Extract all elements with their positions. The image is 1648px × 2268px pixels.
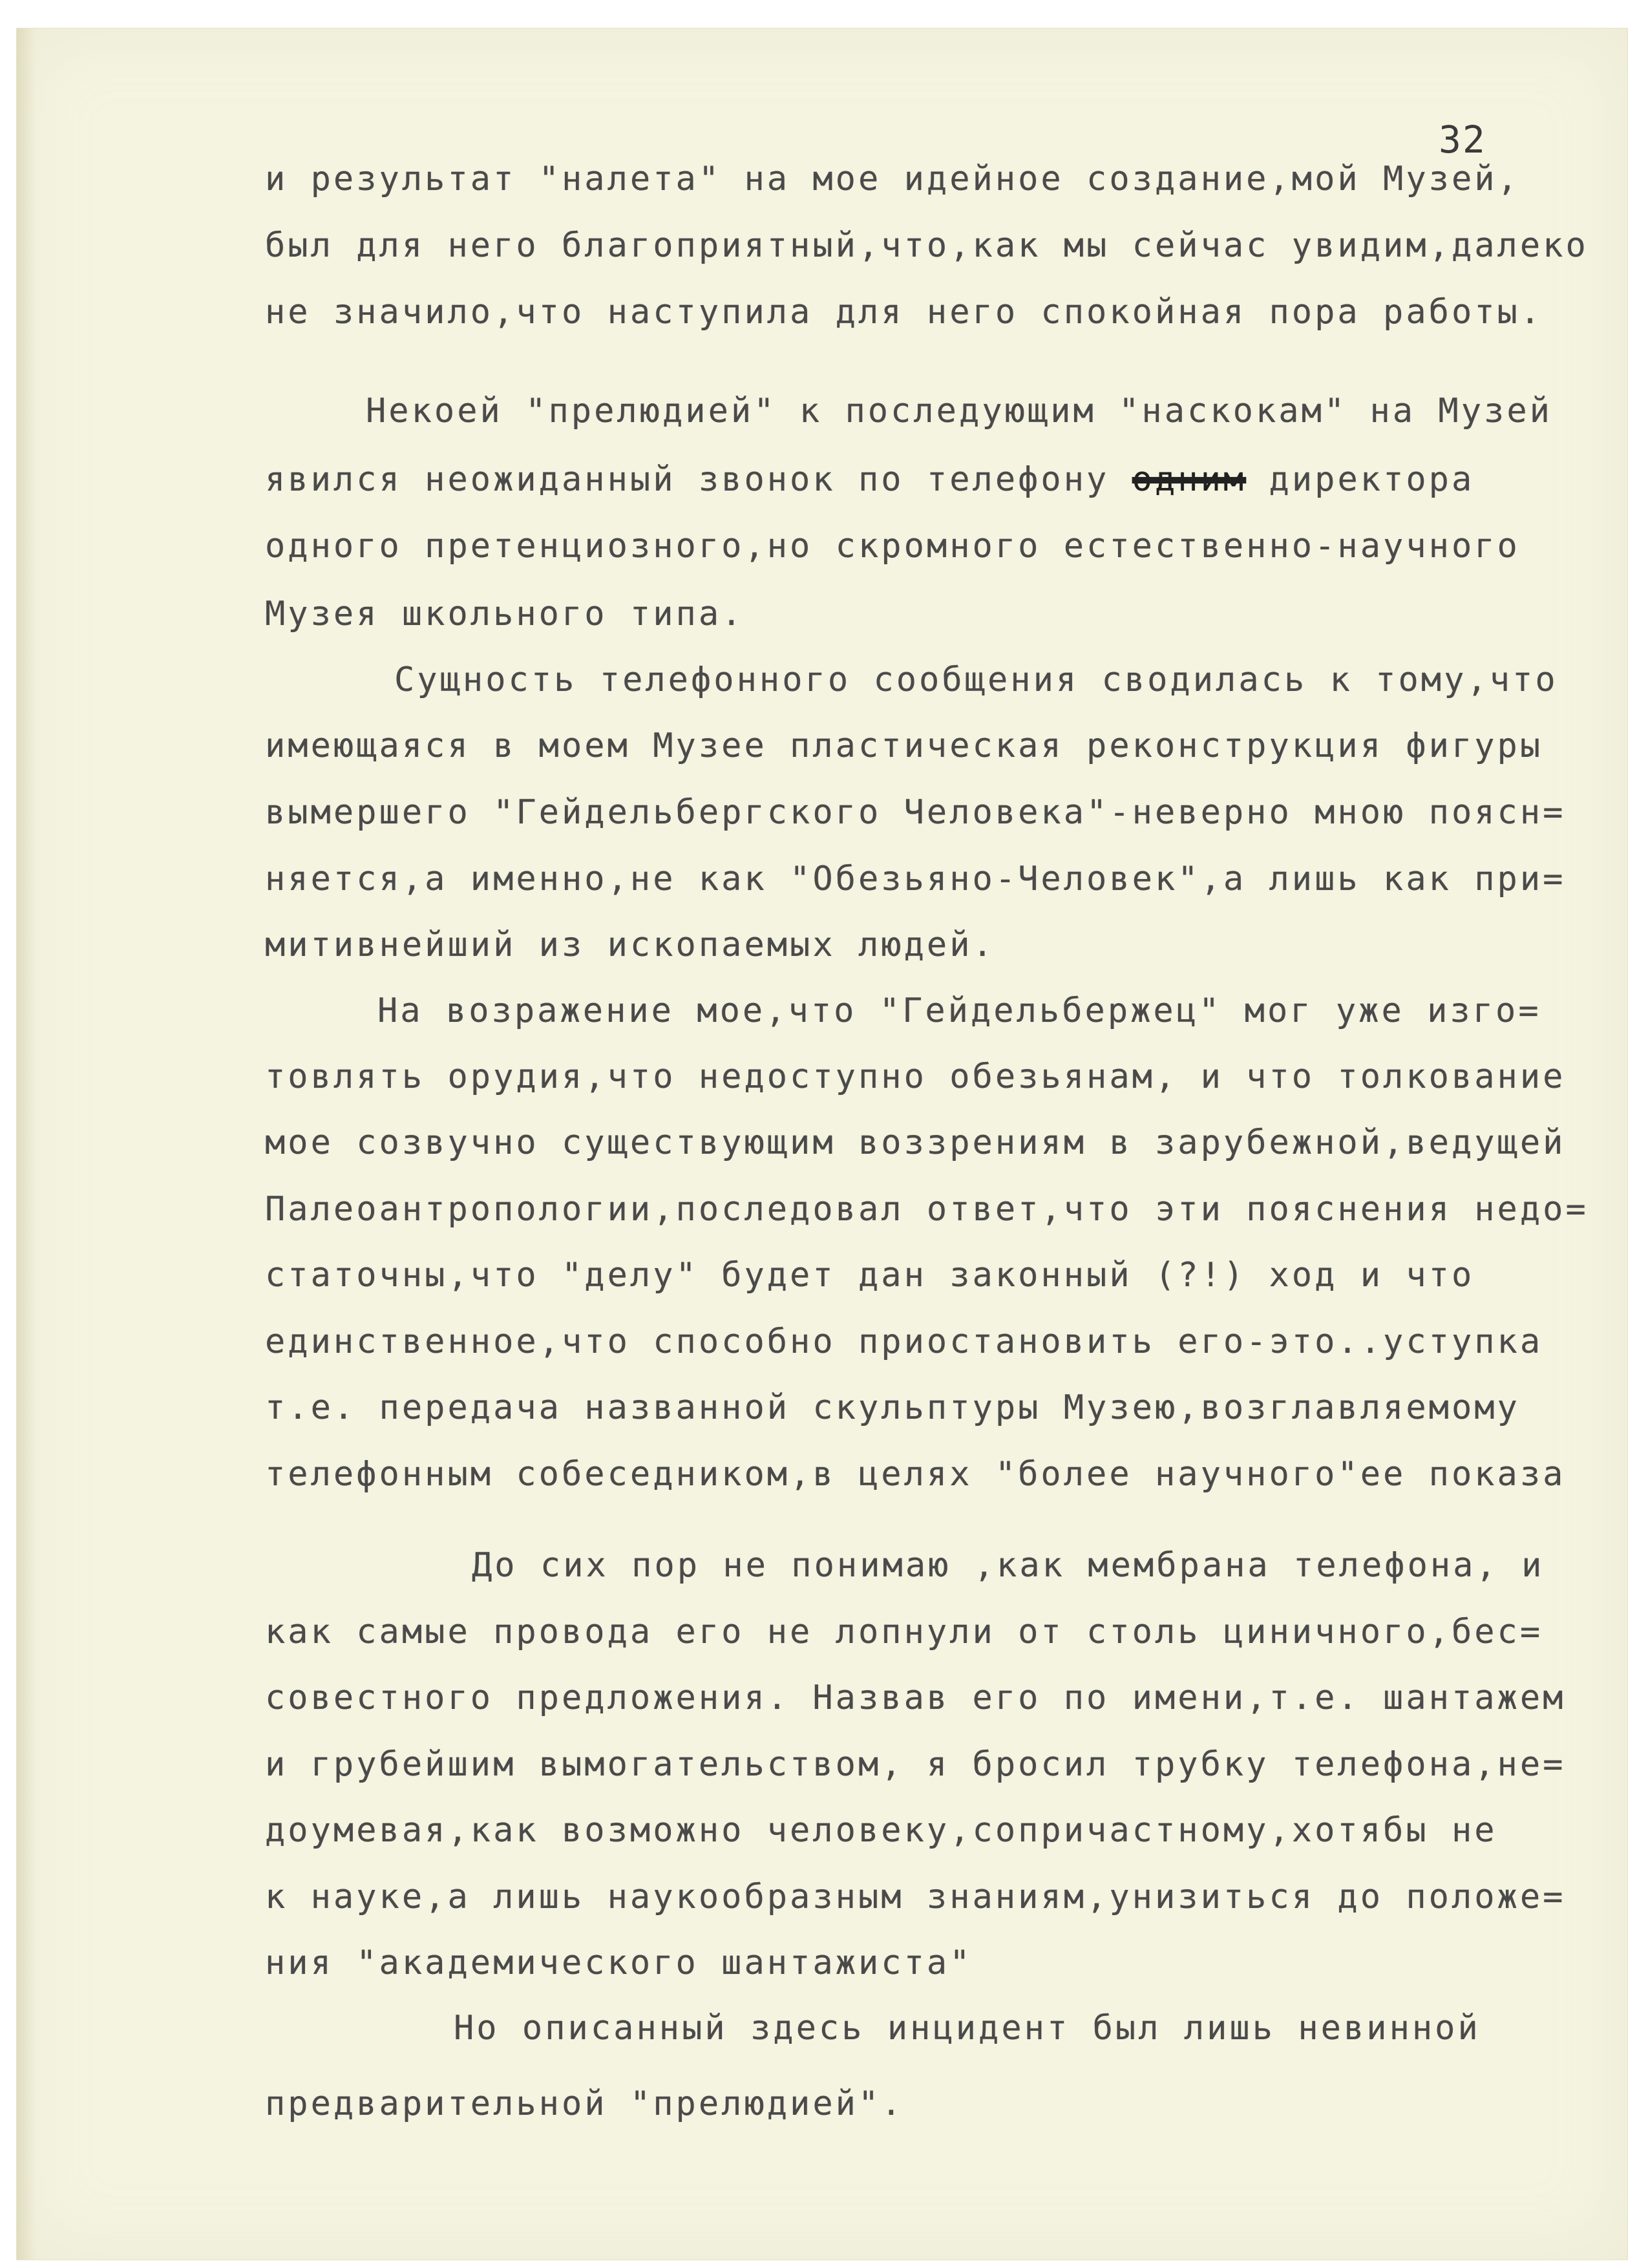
text-line: имеющаяся в моем Музее пластическая реконструкция фигуры xyxy=(265,726,1543,765)
text-line: к науке,а лишь наукообразным знаниям,унизиться до положе= xyxy=(265,1878,1566,1916)
text-line: Палеоантропологии,последовал ответ,что эти пояснения недо= xyxy=(265,1190,1589,1229)
text-line: единственное,что способно приостановить его-это..уступка xyxy=(265,1322,1543,1361)
text-line: митивнейший из ископаемых людей. xyxy=(265,926,995,964)
text-fragment: явился неожиданный звонок по телефону xyxy=(265,460,1110,499)
text-line: как самые провода его не лопнули от столь циничного,бес= xyxy=(265,1613,1543,1651)
text-line: вымершего "Гейдельбергского Человека"-неверно мною поясн= xyxy=(265,793,1566,832)
text-line: т.е. передача названной скульптуры Музею,возглавляемому xyxy=(265,1388,1520,1427)
text-line: Музея школьного типа. xyxy=(265,595,745,633)
page-number: 32 xyxy=(1439,118,1486,162)
struck-out-word: одним xyxy=(1132,460,1247,499)
text-line: мое созвучно существующим воззрениям в зарубежной,ведущей xyxy=(265,1123,1566,1162)
text-line: был для него благоприятный,что,как мы сейчас увидим,далеко xyxy=(265,226,1589,265)
text-line: ния "академического шантажиста" xyxy=(265,1944,973,1982)
text-line: товлять орудия,что недоступно обезьянам, и что толкование xyxy=(265,1057,1566,1096)
text-line: и результат "налета" на мое идейное создание,мой Музей, xyxy=(265,160,1520,198)
text-line-with-correction xyxy=(265,460,1475,499)
typewritten-page xyxy=(17,28,1627,2260)
text-line: статочны,что "делу" будет дан законный (?!) ход и что xyxy=(265,1256,1475,1295)
text-line: Некоей "прелюдией" к последующим "наскокам" на Музей xyxy=(366,392,1552,430)
text-line: одного претенциозного,но скромного естественно-научного xyxy=(265,527,1520,566)
text-fragment: директора xyxy=(1269,460,1475,499)
text-line: Но описанный здесь инцидент был лишь невинной xyxy=(454,2009,1481,2048)
text-line: На возражение мое,что "Гейдельбержец" мог уже изго= xyxy=(377,991,1541,1030)
text-line: предварительной "прелюдией". xyxy=(265,2084,904,2123)
text-line: Сущность телефонного сообщения сводилась к тому,что xyxy=(394,661,1558,699)
text-line: До сих пор не понимаю ,как мембрана телефона, и xyxy=(472,1546,1545,1585)
text-line: совестного предложения. Назвав его по имени,т.е. шантажем xyxy=(265,1679,1566,1717)
text-line: и грубейшим вымогательством, я бросил трубку телефона,не= xyxy=(265,1745,1566,1784)
text-line: не значило,что наступила для него спокойная пора работы. xyxy=(265,293,1543,332)
text-line: телефонным собеседником,в целях "более научного"ее показа xyxy=(265,1455,1566,1494)
text-line: доумевая,как возможно человеку,сопричастному,хотябы не xyxy=(265,1811,1497,1850)
text-line: няется,а именно,не как "Обезьяно-Человек",а лишь как при= xyxy=(265,860,1566,898)
